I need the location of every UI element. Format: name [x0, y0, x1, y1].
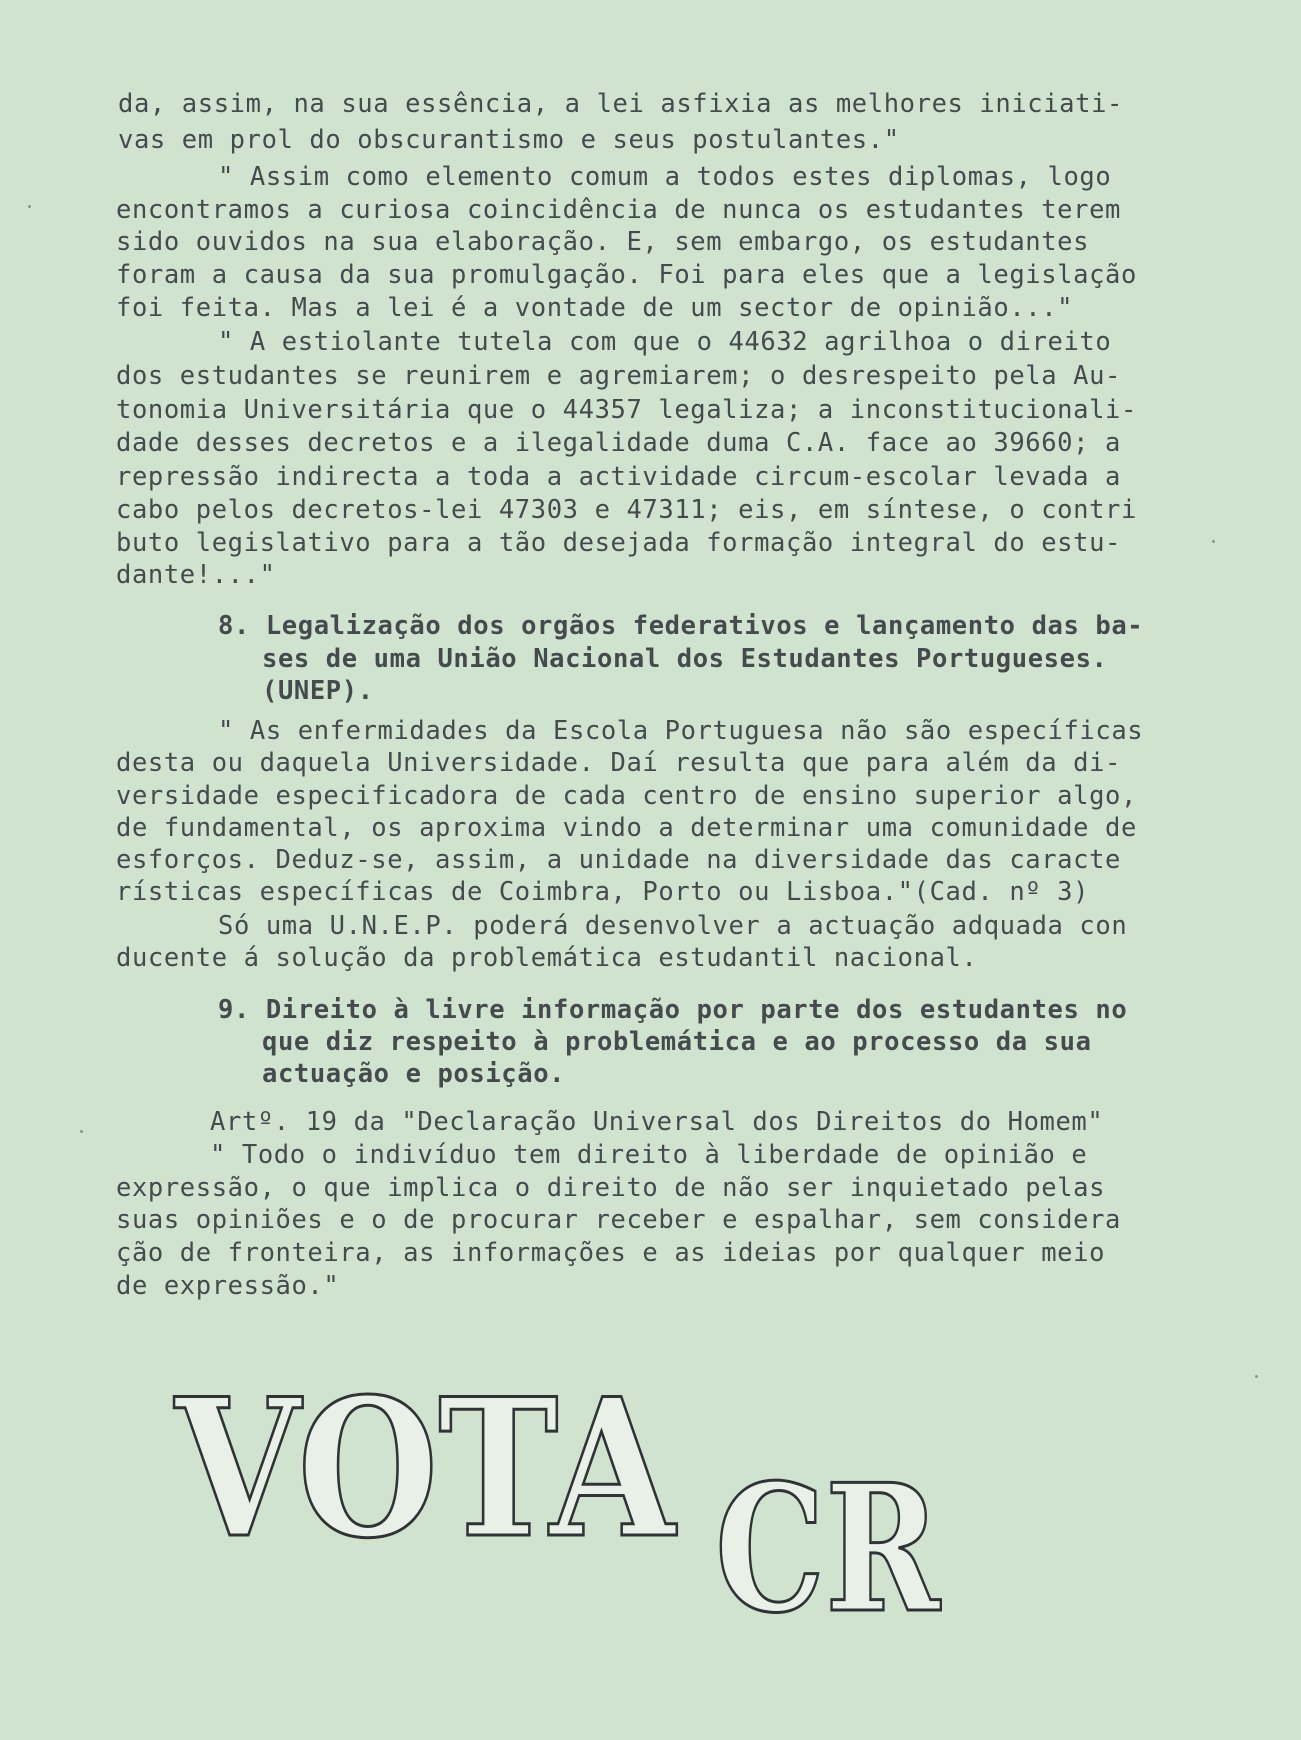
text-line: rísticas específicas de Coimbra, Porto ou Lisboa."(Cad. nº 3) — [116, 877, 1090, 907]
section-heading: 9. Direito à livre informação por parte dos estudantes no — [218, 995, 1128, 1025]
text-line: cabo pelos decretos-lei 47303 e 47311; eis, em síntese, o contri — [116, 495, 1137, 525]
text-line: vas em prol do obscurantismo e seus postulantes." — [118, 125, 900, 155]
text-line: tonomia Universitária que o 44357 legaliza; a inconstitucionali- — [116, 395, 1137, 425]
stamp-word-cr: CR — [715, 1447, 942, 1652]
text-line: ção de fronteira, as informações e as ideias por qualquer meio — [116, 1238, 1106, 1268]
section-heading: 8. Legalização dos orgãos federativos e lançamento das ba- — [218, 611, 1144, 641]
text-line: " Assim como elemento comum a todos estes diplomas, logo — [218, 162, 1112, 192]
text-line: foram a causa da sua promulgação. Foi para eles que a legislação — [116, 260, 1137, 290]
text-line: versidade especificadora de cada centro de ensino superior algo, — [116, 781, 1137, 811]
stamp-word-vota: VOTA — [173, 1357, 678, 1580]
text-line: da, assim, na sua essência, a lei asfixia as melhores iniciati- — [118, 89, 1123, 119]
text-line: dante!..." — [116, 560, 276, 590]
text-line: buto legislativo para a tão desejada formação integral do estu- — [116, 528, 1121, 558]
paper-speck — [1212, 540, 1215, 543]
text-line: suas opiniões e o de procurar receber e espalhar, sem considera — [116, 1205, 1121, 1235]
section-heading: (UNEP). — [262, 676, 374, 706]
text-line: desta ou daquela Universidade. Daí resulta que para além da di- — [116, 748, 1121, 778]
text-line: " A estiolante tutela com que o 44632 agrilhoa o direito — [218, 327, 1112, 357]
vota-cr-stamp — [173, 1357, 955, 1652]
paper-speck — [1255, 1375, 1258, 1378]
text-line: ducente á solução da problemática estudantil nacional. — [116, 943, 978, 973]
paper-speck — [80, 1130, 83, 1133]
section-heading: ses de uma União Nacional dos Estudantes Portugueses. — [262, 644, 1108, 674]
section-heading: que diz respeito à problemática e ao processo da sua — [262, 1027, 1092, 1057]
text-line: " Todo o indivíduo tem direito à liberdade de opinião e — [210, 1140, 1088, 1170]
text-line: sido ouvidos na sua elaboração. E, sem embargo, os estudantes — [116, 227, 1090, 257]
text-line: expressão, o que implica o direito de não ser inquietado pelas — [116, 1173, 1106, 1203]
text-line: dade desses decretos e a ilegalidade duma C.A. face ao 39660; a — [116, 428, 1121, 458]
text-line: repressão indirecta a toda a actividade circum-escolar levada a — [116, 462, 1121, 492]
text-line: Só uma U.N.E.P. poderá desenvolver a actuação adquada con — [218, 911, 1128, 941]
text-line: Artº. 19 da "Declaração Universal dos Direitos do Homem" — [210, 1107, 1104, 1137]
text-line: esforços. Deduz-se, assim, a unidade na diversidade das caracte — [116, 845, 1121, 875]
text-line: de fundamental, os aproxima vindo a determinar uma comunidade de — [116, 813, 1137, 843]
text-line: foi feita. Mas a lei é a vontade de um sector de opinião..." — [116, 293, 1074, 323]
text-line: encontramos a curiosa coincidência de nunca os estudantes terem — [116, 195, 1121, 225]
text-line: dos estudantes se reunirem e agremiarem; o desrespeito pela Au- — [116, 361, 1121, 391]
text-line: " As enfermidades da Escola Portuguesa não são específicas — [218, 716, 1144, 746]
paper-speck — [28, 205, 31, 208]
section-heading: actuação e posição. — [262, 1059, 566, 1089]
text-line: de expressão." — [116, 1271, 340, 1301]
